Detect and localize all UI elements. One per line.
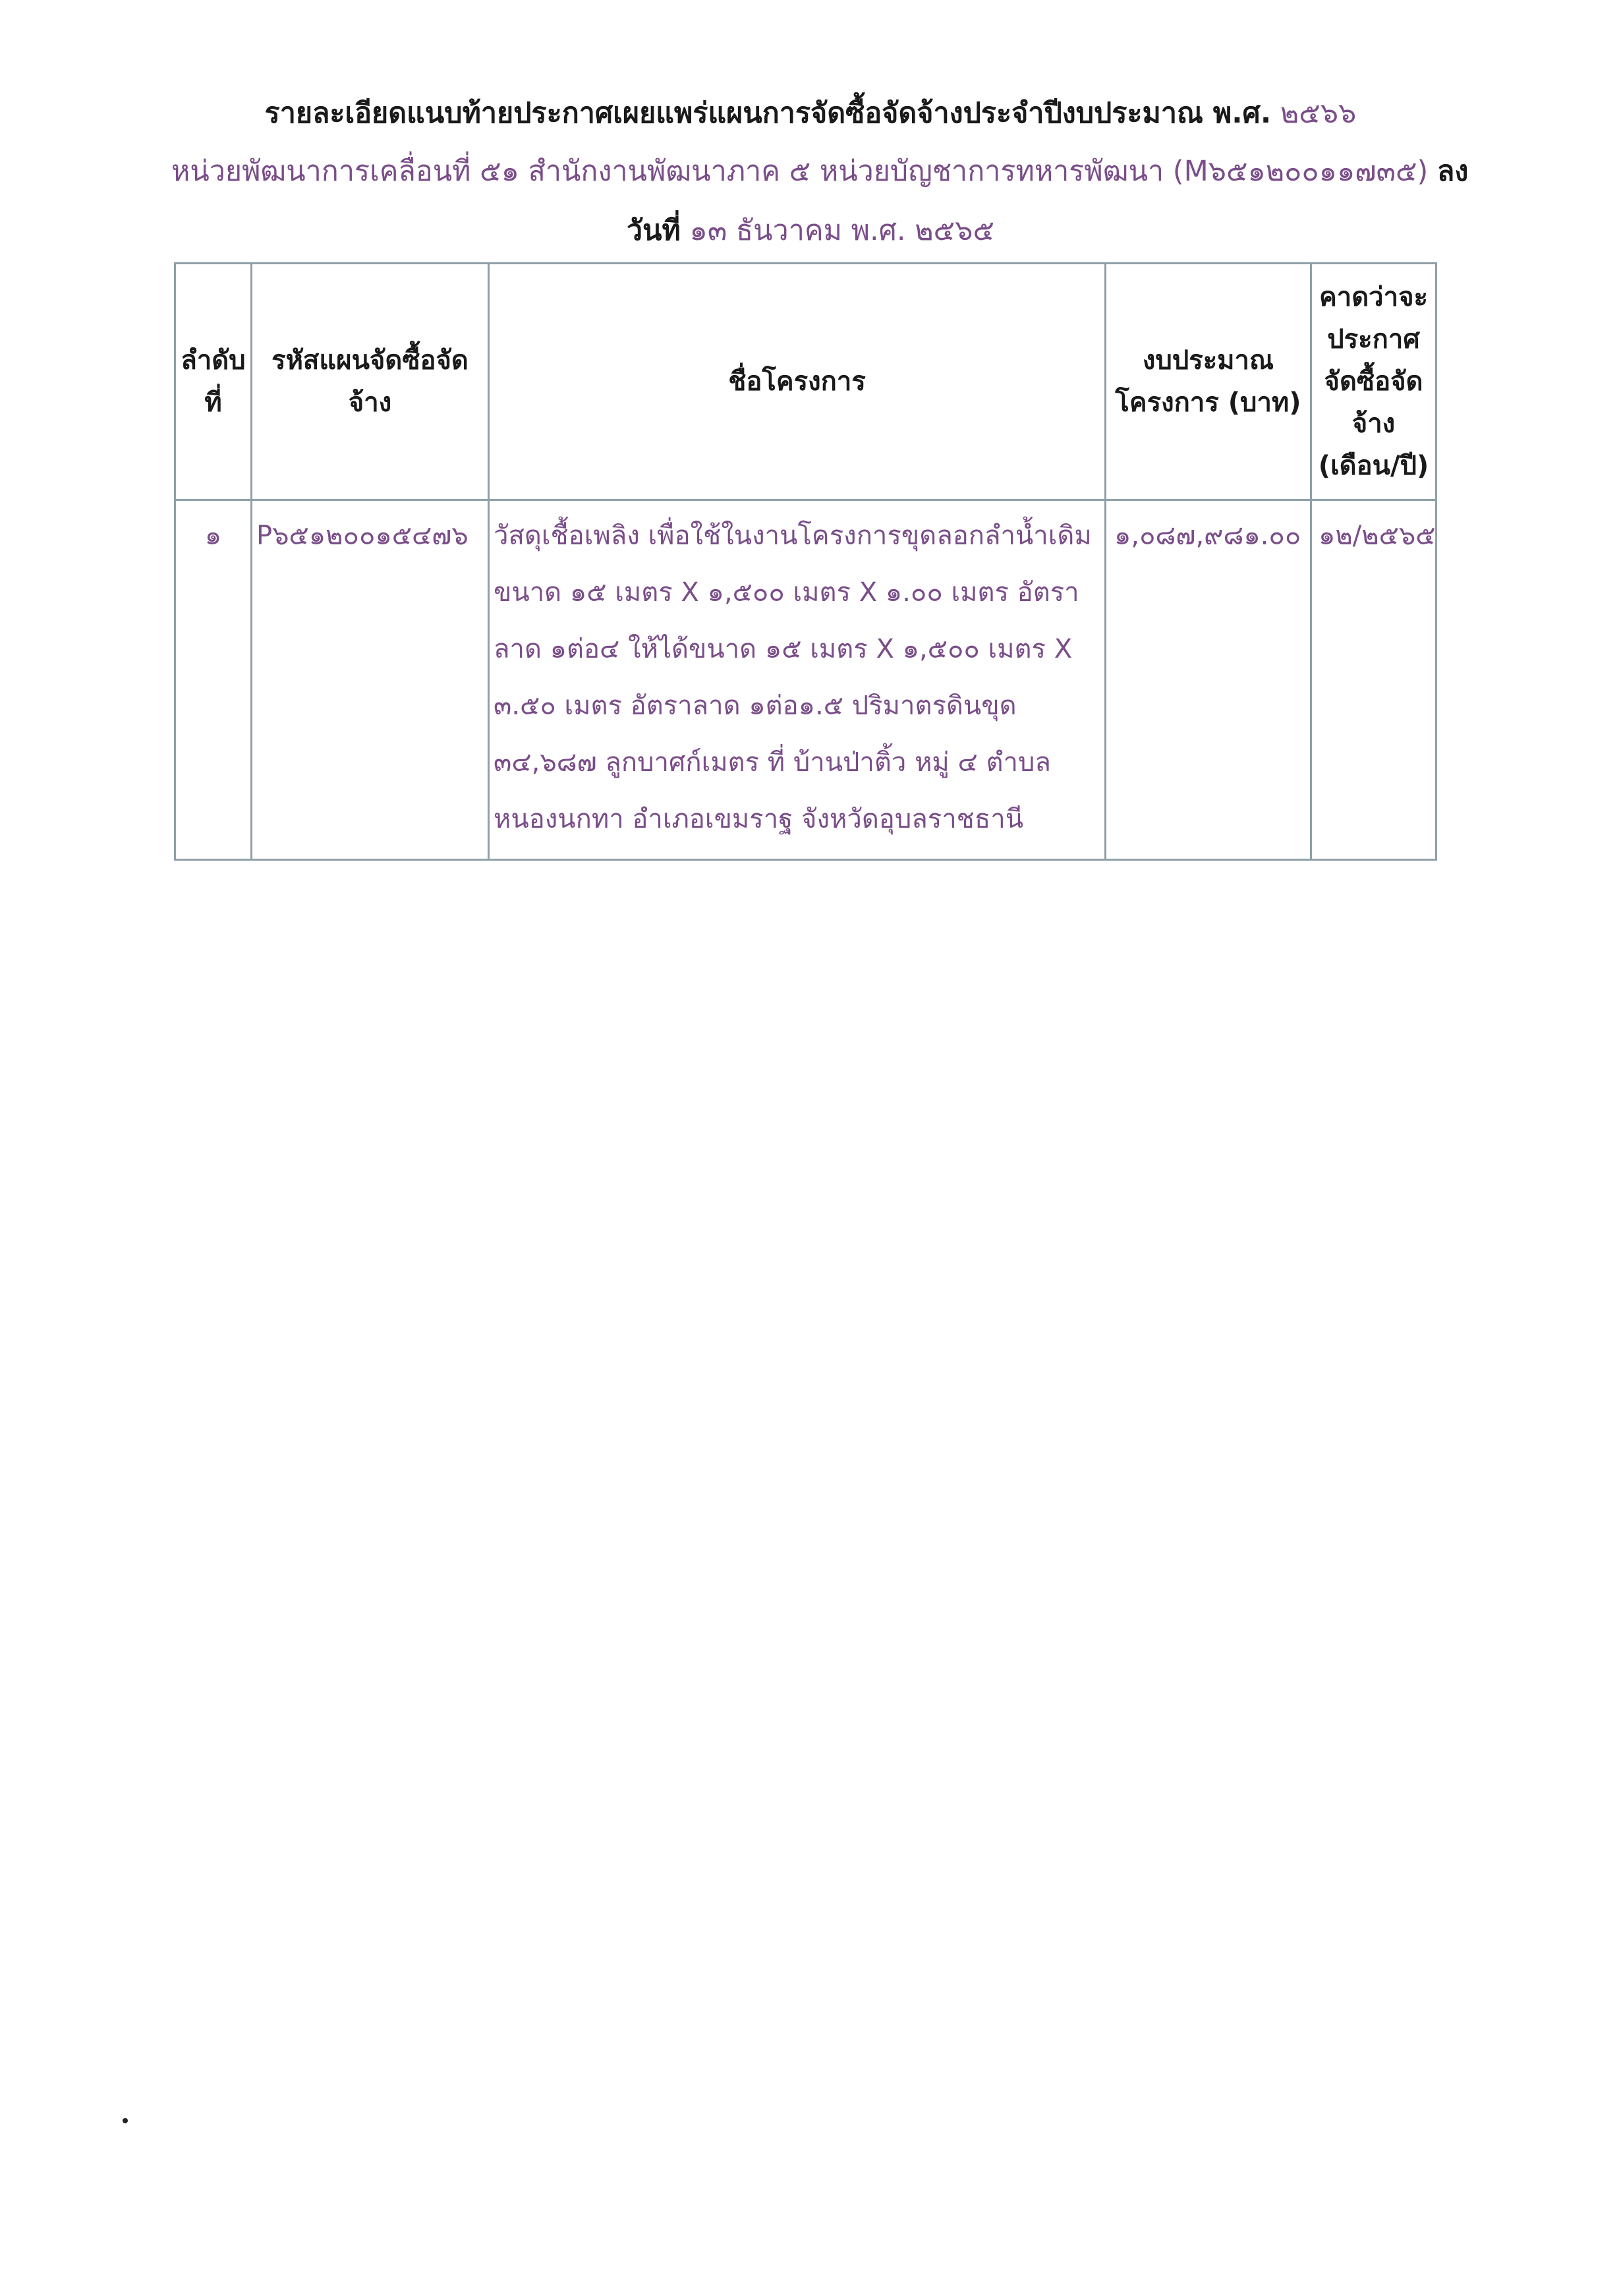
row-project-name: วัสดุเชื้อเพลิง เพื่อใช้ในงานโครงการขุดลอกลำน้ำเดิม ขนาด ๑๕ เมตร X ๑,๕๐๐ เมตร X ๑.๐๐ เมตร อัตราลาด ๑ต่อ๔ ให้ได้ขนาด ๑๕ เมตร X ๑,๕๐๐ เมตร X ๓.๕๐ เมตร อัตราลาด ๑ต่อ๑.๕ ปริมาตรดินขุด ๓๔,๖๘๗ ลูกบาศก์เมตร ที่ บ้านป่าติ้ว หมู่ ๔ ตำบลหนองนกทา อำเภอเขมราฐ จังหวัดอุบลราชธานี	[489, 500, 1106, 860]
heading-line-2	[171, 150, 1469, 192]
header-project-name: ชื่อโครงการ	[489, 264, 1106, 500]
heading-title: รายละเอียดแนบท้ายประกาศเผยแพร่แผนการจัดซื้อจัดจ้างประจำปีงบประมาณ พ.ศ.	[264, 97, 1272, 130]
heading-date-lead: ลง	[1436, 155, 1469, 188]
procurement-plan-table	[174, 262, 1437, 861]
row-expected-month: ๑๒/๒๕๖๕	[1311, 500, 1436, 860]
table-header-row	[175, 264, 1436, 500]
scan-speck	[123, 2118, 128, 2123]
heading-fiscal-year: ๒๕๖๖	[1280, 97, 1357, 130]
header-plan-code: รหัสแผนจัดซื้อจัดจ้าง	[252, 264, 489, 500]
heading-line-1	[171, 92, 1450, 134]
heading-date-label: วันที่	[626, 214, 681, 247]
row-budget: ๑,๐๘๗,๙๘๑.๐๐	[1106, 500, 1311, 860]
header-sequence: ลำดับที่	[175, 264, 252, 500]
heading-line-3	[171, 210, 1450, 252]
heading-agency: หน่วยพัฒนาการเคลื่อนที่ ๕๑ สำนักงานพัฒนาภาค ๕ หน่วยบัญชาการทหารพัฒนา (M๖๕๑๒๐๐๑๑๗๓๕)	[171, 155, 1429, 188]
row-plan-code: P๖๕๑๒๐๐๑๕๔๗๖	[252, 500, 489, 860]
table-row	[175, 500, 1436, 860]
header-expected-month: คาดว่าจะประกาศจัดซื้อจัดจ้าง (เดือน/ปี)	[1311, 264, 1436, 500]
row-sequence: ๑	[175, 500, 252, 860]
header-budget: งบประมาณโครงการ (บาท)	[1106, 264, 1311, 500]
heading-date: ๑๓ ธันวาคม พ.ศ. ๒๕๖๕	[689, 214, 994, 247]
